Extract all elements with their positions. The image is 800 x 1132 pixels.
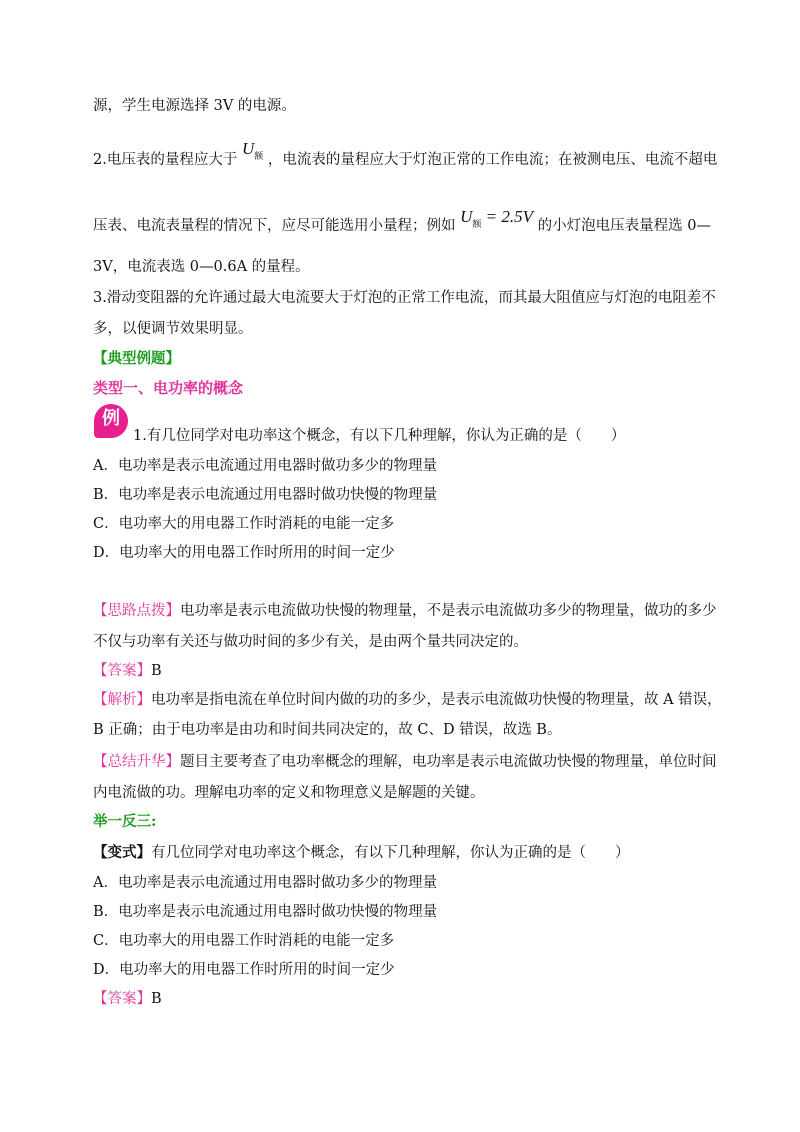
explain-text-1: 电功率是指电流在单位时间内做的功的多少，是表示电流做功快慢的物理量，故 A 错误， [151, 692, 722, 708]
hint-paragraph-line-1 [93, 600, 717, 622]
answer-line [93, 660, 162, 682]
variant-answer-label: 【答案】 [93, 991, 151, 1007]
variant-answer-line [93, 988, 162, 1010]
note-line-2-post: ，电流表的量程应大于灯泡正常的工作电流；在被测电压、电流不超电 [267, 152, 718, 168]
variant-question: 有几位同学对电功率这个概念，有以下几种理解，你认为正确的是（ ） [151, 845, 630, 861]
example-question: 1.有几位同学对电功率这个概念，有以下几种理解，你认为正确的是（ ） [133, 428, 626, 444]
explain-line-1 [93, 689, 722, 711]
explain-label: 【解析】 [93, 692, 151, 708]
hint-label: 【思路点拨】 [93, 603, 180, 619]
summary-label: 【总结升华】 [93, 754, 180, 770]
note-line-6: 多，以便调节效果明显。 [93, 321, 253, 337]
summary-text-2: 内电流做的功。理解电功率的定义和物理意义是解题的关键。 [93, 785, 485, 801]
summary-line-1 [93, 751, 717, 773]
variant-option-d: D．电功率大的用电器工作时所用的时间一定少 [93, 962, 395, 978]
typical-examples-heading: 【典型例题】 [93, 350, 180, 367]
variant-answer-value: B [151, 991, 162, 1007]
example-option-a: A．电功率是表示电流通过用电器时做功多少的物理量 [93, 458, 437, 474]
answer-label: 【答案】 [93, 663, 151, 679]
u-rated-formula: $U_额 = 2.5V$ [460, 207, 534, 229]
u-rated-symbol: $U_额$ [241, 139, 264, 161]
explain-text-2: B 正确；由于电功率是由功和时间共同决定的，故 C、D 错误，故选 B。 [93, 722, 562, 738]
variant-heading: 举一反三: [93, 813, 157, 830]
note-line-3-post: 的小灯泡电压表量程选 0— [537, 218, 711, 234]
variant-question-line [93, 842, 630, 864]
hint-text-1: 电功率是表示电流做功快慢的物理量，不是表示电流做功多少的物理量，做功的多少 [180, 603, 717, 619]
variant-option-c: C．电功率大的用电器工作时消耗的电能一定多 [93, 933, 395, 949]
summary-text-1: 题目主要考查了电功率概念的理解，电功率是表示电流做功快慢的物理量，单位时间 [180, 754, 717, 770]
hint-text-2: 不仅与功率有关还与做功时间的多少有关，是由两个量共同决定的。 [93, 634, 528, 650]
example-option-b: B．电功率是表示电流通过用电器时做功快慢的物理量 [93, 487, 438, 503]
note-line-2-pre: 2.电压表的量程应大于 [93, 152, 238, 168]
type-1-heading: 类型一、电功率的概念 [93, 379, 244, 397]
note-line-3 [93, 207, 711, 243]
variant-option-a: A．电功率是表示电流通过用电器时做功多少的物理量 [93, 875, 437, 891]
note-line-5: 3.滑动变阻器的允许通过最大电流要大于灯泡的正常工作电流，而其最大阻值应与灯泡的电阻差不 [93, 290, 716, 306]
note-line-4: 3V，电流表选 0—0.6A 的量程。 [93, 259, 310, 275]
answer-value: B [151, 663, 162, 679]
note-line-1: 源，学生电源选择 3V 的电源。 [93, 98, 296, 114]
variant-label: 【变式】 [93, 844, 151, 861]
note-line-2 [93, 139, 718, 177]
note-line-3-pre: 压表、电流表量程的情况下，应尽可能选用小量程；例如 [93, 218, 456, 234]
example-option-c: C．电功率大的用电器工作时消耗的电能一定多 [93, 516, 395, 532]
example-option-d: D．电功率大的用电器工作时所用的时间一定少 [93, 545, 395, 561]
example-badge-icon: 例 [94, 404, 128, 438]
variant-option-b: B．电功率是表示电流通过用电器时做功快慢的物理量 [93, 904, 438, 920]
